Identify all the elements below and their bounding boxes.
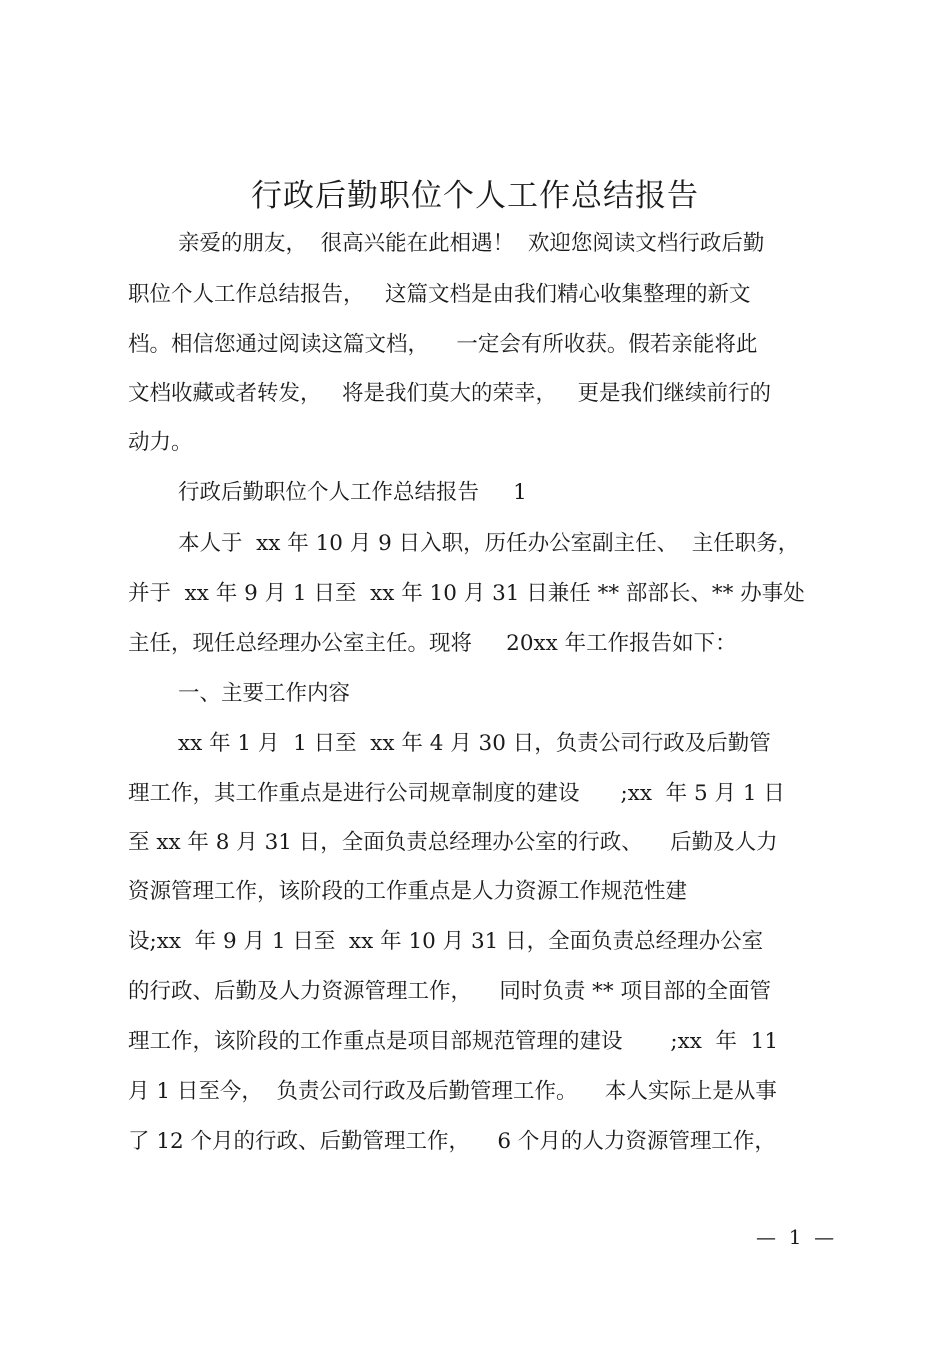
paragraph-line: 了 12 个月的行政、后勤管理工作， 6 个月的人力资源管理工作， — [128, 1129, 776, 1154]
paragraph-line: 档。相信您通过阅读这篇文档， 一定会有所收获。假若亲能将此 — [128, 332, 758, 357]
page-number: — 1 — — [756, 1225, 835, 1249]
paragraph-line: 的行政、后勤及人力资源管理工作， 同时负责 ** 项目部的全面管 — [128, 979, 772, 1004]
paragraph-line: 并于 xx 年 9 月 1 日至 xx 年 10 月 31 日兼任 ** 部部长、** 办事处 — [128, 581, 805, 606]
paragraph-line: 亲爱的朋友， 很高兴能在此相遇！ 欢迎您阅读文档行政后勤 — [178, 231, 765, 256]
paragraph-line: 资源管理工作，该阶段的工作重点是人力资源工作规范性建 — [128, 879, 688, 904]
paragraph-line: 职位个人工作总结报告， 这篇文档是由我们精心收集整理的新文 — [128, 282, 751, 307]
paragraph-line: 动力。 — [128, 430, 193, 455]
paragraph-line: 理工作，其工作重点是进行公司规章制度的建设 ;xx 年 5 月 1 日 — [128, 781, 785, 806]
paragraph-line: 月 1 日至今， 负责公司行政及后勤管理工作。 本人实际上是从事 — [128, 1079, 777, 1104]
section-heading: 行政后勤职位个人工作总结报告 1 — [178, 480, 527, 505]
paragraph-line: 主任，现任总经理办公室主任。现将 20xx 年工作报告如下： — [128, 631, 737, 656]
document-title: 行政后勤职位个人工作总结报告 — [251, 178, 699, 214]
paragraph-line: 理工作，该阶段的工作重点是项目部规范管理的建设 ;xx 年 11 — [128, 1029, 779, 1054]
paragraph-line: xx 年 1 月 1 日至 xx 年 4 月 30 日，负责公司行政及后勤管 — [178, 731, 771, 756]
paragraph-line: 设;xx 年 9 月 1 日至 xx 年 10 月 31 日，全面负责总经理办公室 — [128, 929, 764, 954]
paragraph-line: 至 xx 年 8 月 31 日，全面负责总经理办公室的行政、 后勤及人力 — [128, 830, 778, 855]
section-heading: 一、主要工作内容 — [178, 681, 351, 706]
paragraph-line: 本人于 xx 年 10 月 9 日入职，历任办公室副主任、 主任职务， — [178, 531, 800, 556]
paragraph-line: 文档收藏或者转发， 将是我们莫大的荣幸， 更是我们继续前行的 — [128, 381, 772, 406]
